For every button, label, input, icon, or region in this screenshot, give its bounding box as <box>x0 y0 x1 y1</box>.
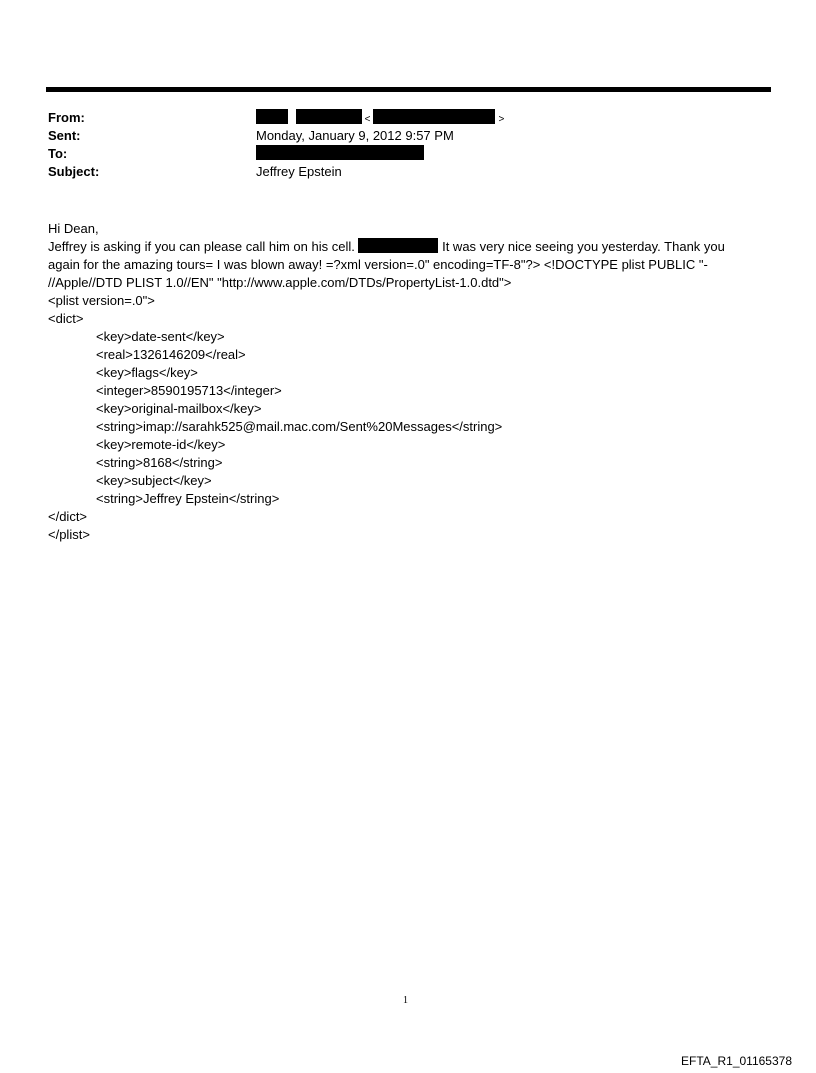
body-line: <dict> <box>48 311 84 326</box>
to-row <box>48 145 768 163</box>
dict-line: <key>original-mailbox</key> <box>96 401 262 416</box>
document-id: EFTA_R1_01165378 <box>681 1054 792 1068</box>
dict-line: <integer>8590195713</integer> <box>96 383 282 398</box>
body-line: <plist version=.0"> <box>48 293 155 308</box>
from-row <box>48 109 768 127</box>
dict-line: <string>Jeffrey Epstein</string> <box>96 491 280 506</box>
body-line <box>48 238 768 256</box>
body-line: //Apple//DTD PLIST 1.0//EN" "http://www.apple.com/DTDs/PropertyList-1.0.dtd"> <box>48 275 512 290</box>
subject-value: Jeffrey Epstein <box>256 164 342 179</box>
sent-label: Sent: <box>48 128 81 143</box>
sent-value: Monday, January 9, 2012 9:57 PM <box>256 128 454 143</box>
header-rule <box>46 87 771 92</box>
from-lt: < <box>364 114 371 125</box>
dict-line: <key>flags</key> <box>96 365 198 380</box>
redaction-block <box>256 109 288 124</box>
dict-line: <real>1326146209</real> <box>96 347 246 362</box>
redaction-block <box>256 145 424 160</box>
greeting: Hi Dean, <box>48 221 99 236</box>
dict-line: <key>remote-id</key> <box>96 437 226 452</box>
page-number: 1 <box>403 995 408 1006</box>
redaction-block <box>373 109 495 124</box>
body-line: </dict> <box>48 509 88 524</box>
from-value <box>256 109 507 129</box>
body-line: </plist> <box>48 527 90 542</box>
redaction-block <box>358 238 438 253</box>
body-line: again for the amazing tours= I was blown away! =?xml version=.0" encoding=TF-8"?> <!DOCTYPE plist PUBLIC "- <box>48 257 708 272</box>
to-label: To: <box>48 146 68 161</box>
body-text: It was very nice seeing you yesterday. Thank you <box>438 239 725 254</box>
email-header <box>48 109 768 181</box>
to-value <box>256 145 424 163</box>
dict-line: <string>imap://sarahk525@mail.mac.com/Sent%20Messages</string> <box>96 419 503 434</box>
dict-line: <key>date-sent</key> <box>96 329 225 344</box>
sent-row <box>48 127 768 145</box>
from-gt: > <box>498 114 505 125</box>
body-text: Jeffrey is asking if you can please call him on his cell. <box>48 239 355 254</box>
dict-line: <key>subject</key> <box>96 473 212 488</box>
subject-row <box>48 163 768 181</box>
subject-label: Subject: <box>48 164 100 179</box>
from-label: From: <box>48 110 85 125</box>
dict-line: <string>8168</string> <box>96 455 223 470</box>
email-body <box>48 220 768 544</box>
redaction-block <box>296 109 362 124</box>
